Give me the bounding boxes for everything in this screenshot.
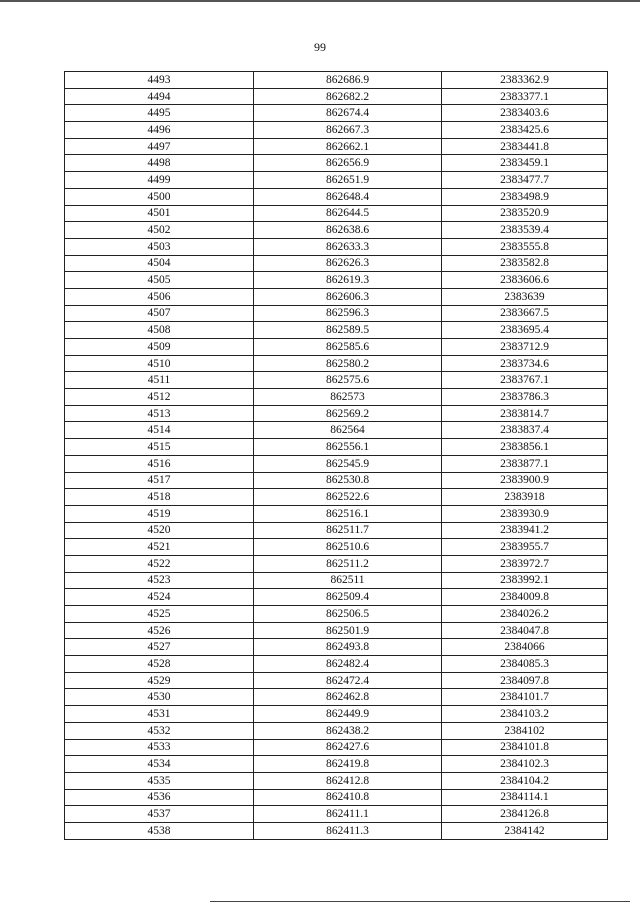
table-row xyxy=(65,188,608,205)
scan-top-edge xyxy=(0,0,640,2)
y-coordinate-cell: 2383377.1 xyxy=(442,88,608,105)
point-number-cell: 4493 xyxy=(65,72,254,89)
point-number-cell: 4520 xyxy=(65,522,254,539)
x-coordinate-cell: 862569.2 xyxy=(254,405,442,422)
x-coordinate-cell: 862656.9 xyxy=(254,155,442,172)
point-number-cell: 4524 xyxy=(65,589,254,606)
table-row xyxy=(65,455,608,472)
table-row xyxy=(65,756,608,773)
point-number-cell: 4503 xyxy=(65,238,254,255)
y-coordinate-cell: 2383582.8 xyxy=(442,255,608,272)
point-number-cell: 4528 xyxy=(65,656,254,673)
x-coordinate-cell: 862606.3 xyxy=(254,288,442,305)
point-number-cell: 4526 xyxy=(65,622,254,639)
y-coordinate-cell: 2383918 xyxy=(442,489,608,506)
table-row xyxy=(65,739,608,756)
y-coordinate-cell: 2383837.4 xyxy=(442,422,608,439)
y-coordinate-cell: 2383555.8 xyxy=(442,238,608,255)
table-row xyxy=(65,589,608,606)
y-coordinate-cell: 2384126.8 xyxy=(442,806,608,823)
table-row xyxy=(65,305,608,322)
x-coordinate-cell: 862493.8 xyxy=(254,639,442,656)
point-number-cell: 4538 xyxy=(65,822,254,839)
x-coordinate-cell: 862410.8 xyxy=(254,789,442,806)
x-coordinate-cell: 862564 xyxy=(254,422,442,439)
y-coordinate-cell: 2383539.4 xyxy=(442,222,608,239)
x-coordinate-cell: 862516.1 xyxy=(254,505,442,522)
x-coordinate-cell: 862482.4 xyxy=(254,656,442,673)
point-number-cell: 4527 xyxy=(65,639,254,656)
table-row xyxy=(65,555,608,572)
point-number-cell: 4530 xyxy=(65,689,254,706)
table-row xyxy=(65,372,608,389)
y-coordinate-cell: 2384102 xyxy=(442,722,608,739)
y-coordinate-cell: 2384142 xyxy=(442,822,608,839)
y-coordinate-cell: 2383520.9 xyxy=(442,205,608,222)
point-number-cell: 4532 xyxy=(65,722,254,739)
table-row xyxy=(65,689,608,706)
table-row xyxy=(65,88,608,105)
x-coordinate-cell: 862619.3 xyxy=(254,272,442,289)
point-number-cell: 4508 xyxy=(65,322,254,339)
x-coordinate-cell: 862585.6 xyxy=(254,339,442,356)
y-coordinate-cell: 2383941.2 xyxy=(442,522,608,539)
table-row xyxy=(65,238,608,255)
y-coordinate-cell: 2384114.1 xyxy=(442,789,608,806)
point-number-cell: 4518 xyxy=(65,489,254,506)
y-coordinate-cell: 2383712.9 xyxy=(442,339,608,356)
x-coordinate-cell: 862580.2 xyxy=(254,355,442,372)
table-row xyxy=(65,722,608,739)
y-coordinate-cell: 2383767.1 xyxy=(442,372,608,389)
x-coordinate-cell: 862682.2 xyxy=(254,88,442,105)
table-row xyxy=(65,155,608,172)
point-number-cell: 4513 xyxy=(65,405,254,422)
y-coordinate-cell: 2384103.2 xyxy=(442,706,608,723)
y-coordinate-cell: 2383734.6 xyxy=(442,355,608,372)
y-coordinate-cell: 2384085.3 xyxy=(442,656,608,673)
point-number-cell: 4504 xyxy=(65,255,254,272)
table-row xyxy=(65,322,608,339)
y-coordinate-cell: 2383362.9 xyxy=(442,72,608,89)
table-row xyxy=(65,439,608,456)
x-coordinate-cell: 862667.3 xyxy=(254,122,442,139)
x-coordinate-cell: 862419.8 xyxy=(254,756,442,773)
table-row xyxy=(65,272,608,289)
point-number-cell: 4494 xyxy=(65,88,254,105)
y-coordinate-cell: 2383972.7 xyxy=(442,555,608,572)
table-row xyxy=(65,522,608,539)
y-coordinate-cell: 2384101.7 xyxy=(442,689,608,706)
x-coordinate-cell: 862511.2 xyxy=(254,555,442,572)
x-coordinate-cell: 862626.3 xyxy=(254,255,442,272)
point-number-cell: 4506 xyxy=(65,288,254,305)
y-coordinate-cell: 2383900.9 xyxy=(442,472,608,489)
point-number-cell: 4500 xyxy=(65,188,254,205)
x-coordinate-cell: 862545.9 xyxy=(254,455,442,472)
x-coordinate-cell: 862674.4 xyxy=(254,105,442,122)
table-row xyxy=(65,806,608,823)
table-row xyxy=(65,822,608,839)
y-coordinate-cell: 2384066 xyxy=(442,639,608,656)
table-row xyxy=(65,389,608,406)
table-row xyxy=(65,489,608,506)
y-coordinate-cell: 2383667.5 xyxy=(442,305,608,322)
x-coordinate-cell: 862651.9 xyxy=(254,172,442,189)
y-coordinate-cell: 2383441.8 xyxy=(442,138,608,155)
x-coordinate-cell: 862411.3 xyxy=(254,822,442,839)
point-number-cell: 4507 xyxy=(65,305,254,322)
y-coordinate-cell: 2383930.9 xyxy=(442,505,608,522)
scan-bottom-edge xyxy=(210,901,630,902)
y-coordinate-cell: 2384102.3 xyxy=(442,756,608,773)
x-coordinate-cell: 862511.7 xyxy=(254,522,442,539)
table-row xyxy=(65,255,608,272)
table-row xyxy=(65,339,608,356)
y-coordinate-cell: 2384101.8 xyxy=(442,739,608,756)
point-number-cell: 4511 xyxy=(65,372,254,389)
y-coordinate-cell: 2383955.7 xyxy=(442,539,608,556)
point-number-cell: 4517 xyxy=(65,472,254,489)
x-coordinate-cell: 862509.4 xyxy=(254,589,442,606)
point-number-cell: 4525 xyxy=(65,606,254,623)
table-row xyxy=(65,572,608,589)
table-row xyxy=(65,656,608,673)
table-row xyxy=(65,772,608,789)
point-number-cell: 4498 xyxy=(65,155,254,172)
x-coordinate-cell: 862510.6 xyxy=(254,539,442,556)
x-coordinate-cell: 862438.2 xyxy=(254,722,442,739)
point-number-cell: 4514 xyxy=(65,422,254,439)
table-row xyxy=(65,355,608,372)
table-row xyxy=(65,72,608,89)
table-row xyxy=(65,138,608,155)
table-row xyxy=(65,639,608,656)
point-number-cell: 4509 xyxy=(65,339,254,356)
table-row xyxy=(65,172,608,189)
coordinates-table-body xyxy=(65,72,608,840)
y-coordinate-cell: 2383814.7 xyxy=(442,405,608,422)
x-coordinate-cell: 862522.6 xyxy=(254,489,442,506)
table-row xyxy=(65,405,608,422)
x-coordinate-cell: 862644.5 xyxy=(254,205,442,222)
table-row xyxy=(65,539,608,556)
table-row xyxy=(65,789,608,806)
point-number-cell: 4522 xyxy=(65,555,254,572)
x-coordinate-cell: 862462.8 xyxy=(254,689,442,706)
x-coordinate-cell: 862589.5 xyxy=(254,322,442,339)
y-coordinate-cell: 2383403.6 xyxy=(442,105,608,122)
coordinates-table xyxy=(64,71,608,840)
table-row xyxy=(65,505,608,522)
table-row xyxy=(65,672,608,689)
point-number-cell: 4497 xyxy=(65,138,254,155)
y-coordinate-cell: 2383477.7 xyxy=(442,172,608,189)
x-coordinate-cell: 862573 xyxy=(254,389,442,406)
x-coordinate-cell: 862575.6 xyxy=(254,372,442,389)
point-number-cell: 4529 xyxy=(65,672,254,689)
point-number-cell: 4505 xyxy=(65,272,254,289)
point-number-cell: 4516 xyxy=(65,455,254,472)
x-coordinate-cell: 862506.5 xyxy=(254,606,442,623)
x-coordinate-cell: 862411.1 xyxy=(254,806,442,823)
x-coordinate-cell: 862596.3 xyxy=(254,305,442,322)
x-coordinate-cell: 862662.1 xyxy=(254,138,442,155)
x-coordinate-cell: 862633.3 xyxy=(254,238,442,255)
table-row xyxy=(65,472,608,489)
point-number-cell: 4534 xyxy=(65,756,254,773)
x-coordinate-cell: 862427.6 xyxy=(254,739,442,756)
table-row xyxy=(65,622,608,639)
table-row xyxy=(65,288,608,305)
point-number-cell: 4523 xyxy=(65,572,254,589)
point-number-cell: 4510 xyxy=(65,355,254,372)
y-coordinate-cell: 2383459.1 xyxy=(442,155,608,172)
x-coordinate-cell: 862412.8 xyxy=(254,772,442,789)
point-number-cell: 4531 xyxy=(65,706,254,723)
y-coordinate-cell: 2384097.8 xyxy=(442,672,608,689)
point-number-cell: 4535 xyxy=(65,772,254,789)
y-coordinate-cell: 2383425.6 xyxy=(442,122,608,139)
y-coordinate-cell: 2383856.1 xyxy=(442,439,608,456)
y-coordinate-cell: 2383606.6 xyxy=(442,272,608,289)
y-coordinate-cell: 2384009.8 xyxy=(442,589,608,606)
point-number-cell: 4533 xyxy=(65,739,254,756)
y-coordinate-cell: 2383639 xyxy=(442,288,608,305)
x-coordinate-cell: 862556.1 xyxy=(254,439,442,456)
page-number: 99 xyxy=(314,40,326,54)
table-row xyxy=(65,222,608,239)
point-number-cell: 4519 xyxy=(65,505,254,522)
point-number-cell: 4501 xyxy=(65,205,254,222)
point-number-cell: 4495 xyxy=(65,105,254,122)
y-coordinate-cell: 2384104.2 xyxy=(442,772,608,789)
y-coordinate-cell: 2383877.1 xyxy=(442,455,608,472)
point-number-cell: 4499 xyxy=(65,172,254,189)
point-number-cell: 4521 xyxy=(65,539,254,556)
x-coordinate-cell: 862648.4 xyxy=(254,188,442,205)
x-coordinate-cell: 862638.6 xyxy=(254,222,442,239)
x-coordinate-cell: 862686.9 xyxy=(254,72,442,89)
table-row xyxy=(65,422,608,439)
table-row xyxy=(65,606,608,623)
table-row xyxy=(65,122,608,139)
x-coordinate-cell: 862511 xyxy=(254,572,442,589)
point-number-cell: 4512 xyxy=(65,389,254,406)
y-coordinate-cell: 2383786.3 xyxy=(442,389,608,406)
x-coordinate-cell: 862530.8 xyxy=(254,472,442,489)
x-coordinate-cell: 862449.9 xyxy=(254,706,442,723)
y-coordinate-cell: 2383695.4 xyxy=(442,322,608,339)
table-row xyxy=(65,706,608,723)
y-coordinate-cell: 2384047.8 xyxy=(442,622,608,639)
point-number-cell: 4536 xyxy=(65,789,254,806)
table-row xyxy=(65,205,608,222)
x-coordinate-cell: 862501.9 xyxy=(254,622,442,639)
table-row xyxy=(65,105,608,122)
point-number-cell: 4537 xyxy=(65,806,254,823)
y-coordinate-cell: 2384026.2 xyxy=(442,606,608,623)
y-coordinate-cell: 2383498.9 xyxy=(442,188,608,205)
point-number-cell: 4502 xyxy=(65,222,254,239)
point-number-cell: 4515 xyxy=(65,439,254,456)
y-coordinate-cell: 2383992.1 xyxy=(442,572,608,589)
x-coordinate-cell: 862472.4 xyxy=(254,672,442,689)
point-number-cell: 4496 xyxy=(65,122,254,139)
